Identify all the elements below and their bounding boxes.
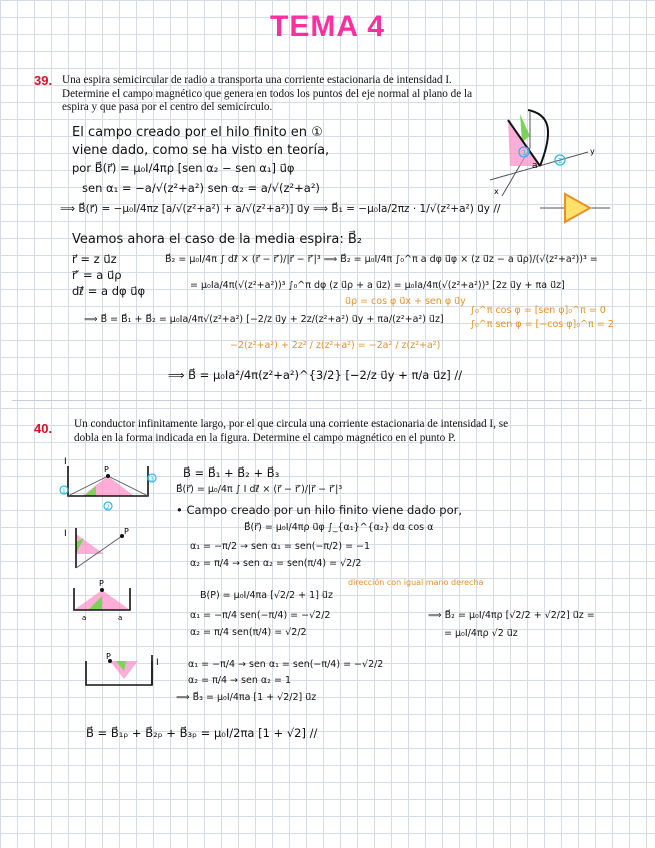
label-I: I xyxy=(64,529,67,539)
problem-statement-40: Un conductor infinitamente largo, por el que circula una corriente estacionaria de intensidad I, se dobla en la forma indicada en la figura. Determine el campo magnético en el punto P. xyxy=(74,418,509,444)
label-P: P xyxy=(106,652,111,661)
orange-note: dirección con igual mano derecha xyxy=(348,578,484,587)
solution-line: α₁ = −π/4 → sen α₁ = sen(−π/4) = −√2/2 xyxy=(188,659,384,670)
solution-line: B⃗ = B⃗₁ + B⃗₂ + B⃗₃ xyxy=(183,466,280,480)
solution-line: sen α₁ = −a/√(z²+a²) sen α₂ = a/√(z²+a²) xyxy=(82,181,320,195)
solution-line: El campo creado por el hilo finito en ① xyxy=(72,125,323,140)
label-I: I xyxy=(64,457,67,467)
solution-line: ⟹ B⃗(r⃗) = −μ₀I/4πz [a/√(z²+a²) + a/√(z²+a²)] u⃗y ⟹ B⃗₁ = −μ₀Ia/2πz · 1/√(z²+a²) u⃗y // xyxy=(60,203,501,215)
solution-line: α₂ = π/4 → sen α₂ = sen(π/4) = √2/2 xyxy=(190,558,362,569)
problem-statement-39: Una espira semicircular de radio a transporta una corriente estacionaria de intensidad I. Determine el campo magnético que genera en todos los puntos del eje normal al plano de la espira y que pasa por el centro del semicírculo. xyxy=(62,74,473,113)
solution-line: ⟹ B⃗₃ = μ₀I/4πa [1 + √2/2] u⃗z xyxy=(176,692,317,703)
solution-line: por B⃗(r⃗) = μ₀I/4πρ [sen α₂ − sen α₁] u⃗φ xyxy=(72,161,295,175)
label-3: 3 xyxy=(150,476,154,483)
solution-line: • Campo creado por un hilo finito viene dado por, xyxy=(176,503,463,517)
solution-line: B(P) = μ₀I/4πa [√2/2 + 1] u⃗z xyxy=(200,590,333,601)
orange-note: ∫₀^π sen φ = [−cos φ]₀^π = 2 xyxy=(470,319,614,330)
orange-note: ∫₀^π cos φ = [sen φ]₀^π = 0 xyxy=(470,305,606,316)
wire-3-figure xyxy=(80,652,170,693)
label-I: I xyxy=(156,658,159,668)
bent-conductor-figure xyxy=(62,457,158,518)
semicircle-loop-figure xyxy=(480,108,600,198)
label-y: y xyxy=(590,147,595,156)
label-a: a xyxy=(118,614,123,622)
label-2: 2 xyxy=(106,504,110,511)
solution-line: = μ₀I/4πρ √2 u⃗z xyxy=(444,628,518,639)
solution-line: B⃗₂ = μ₀I/4π ∫ dℓ⃗ × (r⃗ − r⃗′)/|r⃗ − r⃗′|³ ⟹ B⃗₂ = μ₀I/4π ∫₀^π a dφ u⃗φ × (z u⃗z − a u⃗ρ)/(√(z²+a²))³ = xyxy=(165,254,598,265)
page-title: TEMA 4 xyxy=(270,10,385,43)
orange-note: u⃗ρ = cos φ u⃗x + sen φ u⃗y xyxy=(345,296,466,307)
problem-number-39: 39. xyxy=(34,73,53,88)
solution-line: ⟹ B⃗ = B⃗₁ + B⃗₂ = μ₀Ia/4π√(z²+a²) [−2/z u⃗y + 2z/(z²+a²) u⃗y + πa/(z²+a²) u⃗z] xyxy=(84,314,444,325)
solution-line: dℓ⃗ = a dφ u⃗φ xyxy=(72,284,146,298)
solution-line: viene dado, como se ha visto en teoría, xyxy=(72,143,330,158)
label-1: 1 xyxy=(62,488,66,495)
label-a: a xyxy=(82,614,87,622)
triangle-figure xyxy=(540,188,610,228)
solution-line: α₁ = −π/4 sen(−π/4) = −√2/2 xyxy=(190,610,331,621)
wire-2-figure xyxy=(68,579,144,622)
solution-line: B⃗(r⃗) = μ₀I/4πρ u⃗φ ∫_{α₁}^{α₂} dα cos α xyxy=(244,522,434,533)
solution-line: α₁ = −π/2 → sen α₁ = sen(−π/2) = −1 xyxy=(190,541,371,552)
solution-line: Veamos ahora el caso de la media espira: B⃗₂ xyxy=(72,232,362,247)
solution-line: ⟹ B⃗₂ = μ₀I/4πρ [√2/2 + √2/2] u⃗z = xyxy=(428,610,595,621)
label-2: 2 xyxy=(558,157,563,165)
label-x: x xyxy=(494,187,499,196)
solution-line: α₂ = π/4 sen(π/4) = √2/2 xyxy=(190,627,307,638)
solution-line: ⟹ B⃗ = μ₀Ia²/4π(z²+a²)^{3/2} [−2/z u⃗y + π/a u⃗z] // xyxy=(168,368,463,382)
solution-line: r⃗ = z u⃗z xyxy=(72,252,117,266)
label-P: P xyxy=(99,579,104,588)
wire-1-figure xyxy=(62,528,142,572)
solution-line: B⃗ = B⃗₁ₚ + B⃗₂ₚ + B⃗₃ₚ = μ₀I/2πa [1 + √2] // xyxy=(86,726,318,740)
problem-number-40: 40. xyxy=(34,421,53,436)
solution-line: α₂ = π/4 → sen α₂ = 1 xyxy=(188,675,291,686)
solution-line: B⃗(r⃗) = μ₀/4π ∫ I dℓ⃗ × (r⃗ − r⃗′)/|r⃗ − r⃗′|³ xyxy=(176,484,343,495)
solution-line: = μ₀Ia/4π(√(z²+a²))³ ∫₀^π dφ (z u⃗ρ + a u⃗z) = μ₀Ia/4π(√(z²+a²))³ [2z u⃗y + πa u⃗z] xyxy=(190,280,565,291)
label-1: 1 xyxy=(522,149,527,157)
label-P: P xyxy=(124,527,129,536)
label-P: P xyxy=(104,465,109,474)
label-a: a xyxy=(532,161,538,171)
solution-line: r⃗′ = a u⃗ρ xyxy=(72,268,122,282)
orange-note: −2(z²+a²) + 2z² / z(z²+a²) = −2a² / z(z²+a²) xyxy=(230,340,441,351)
